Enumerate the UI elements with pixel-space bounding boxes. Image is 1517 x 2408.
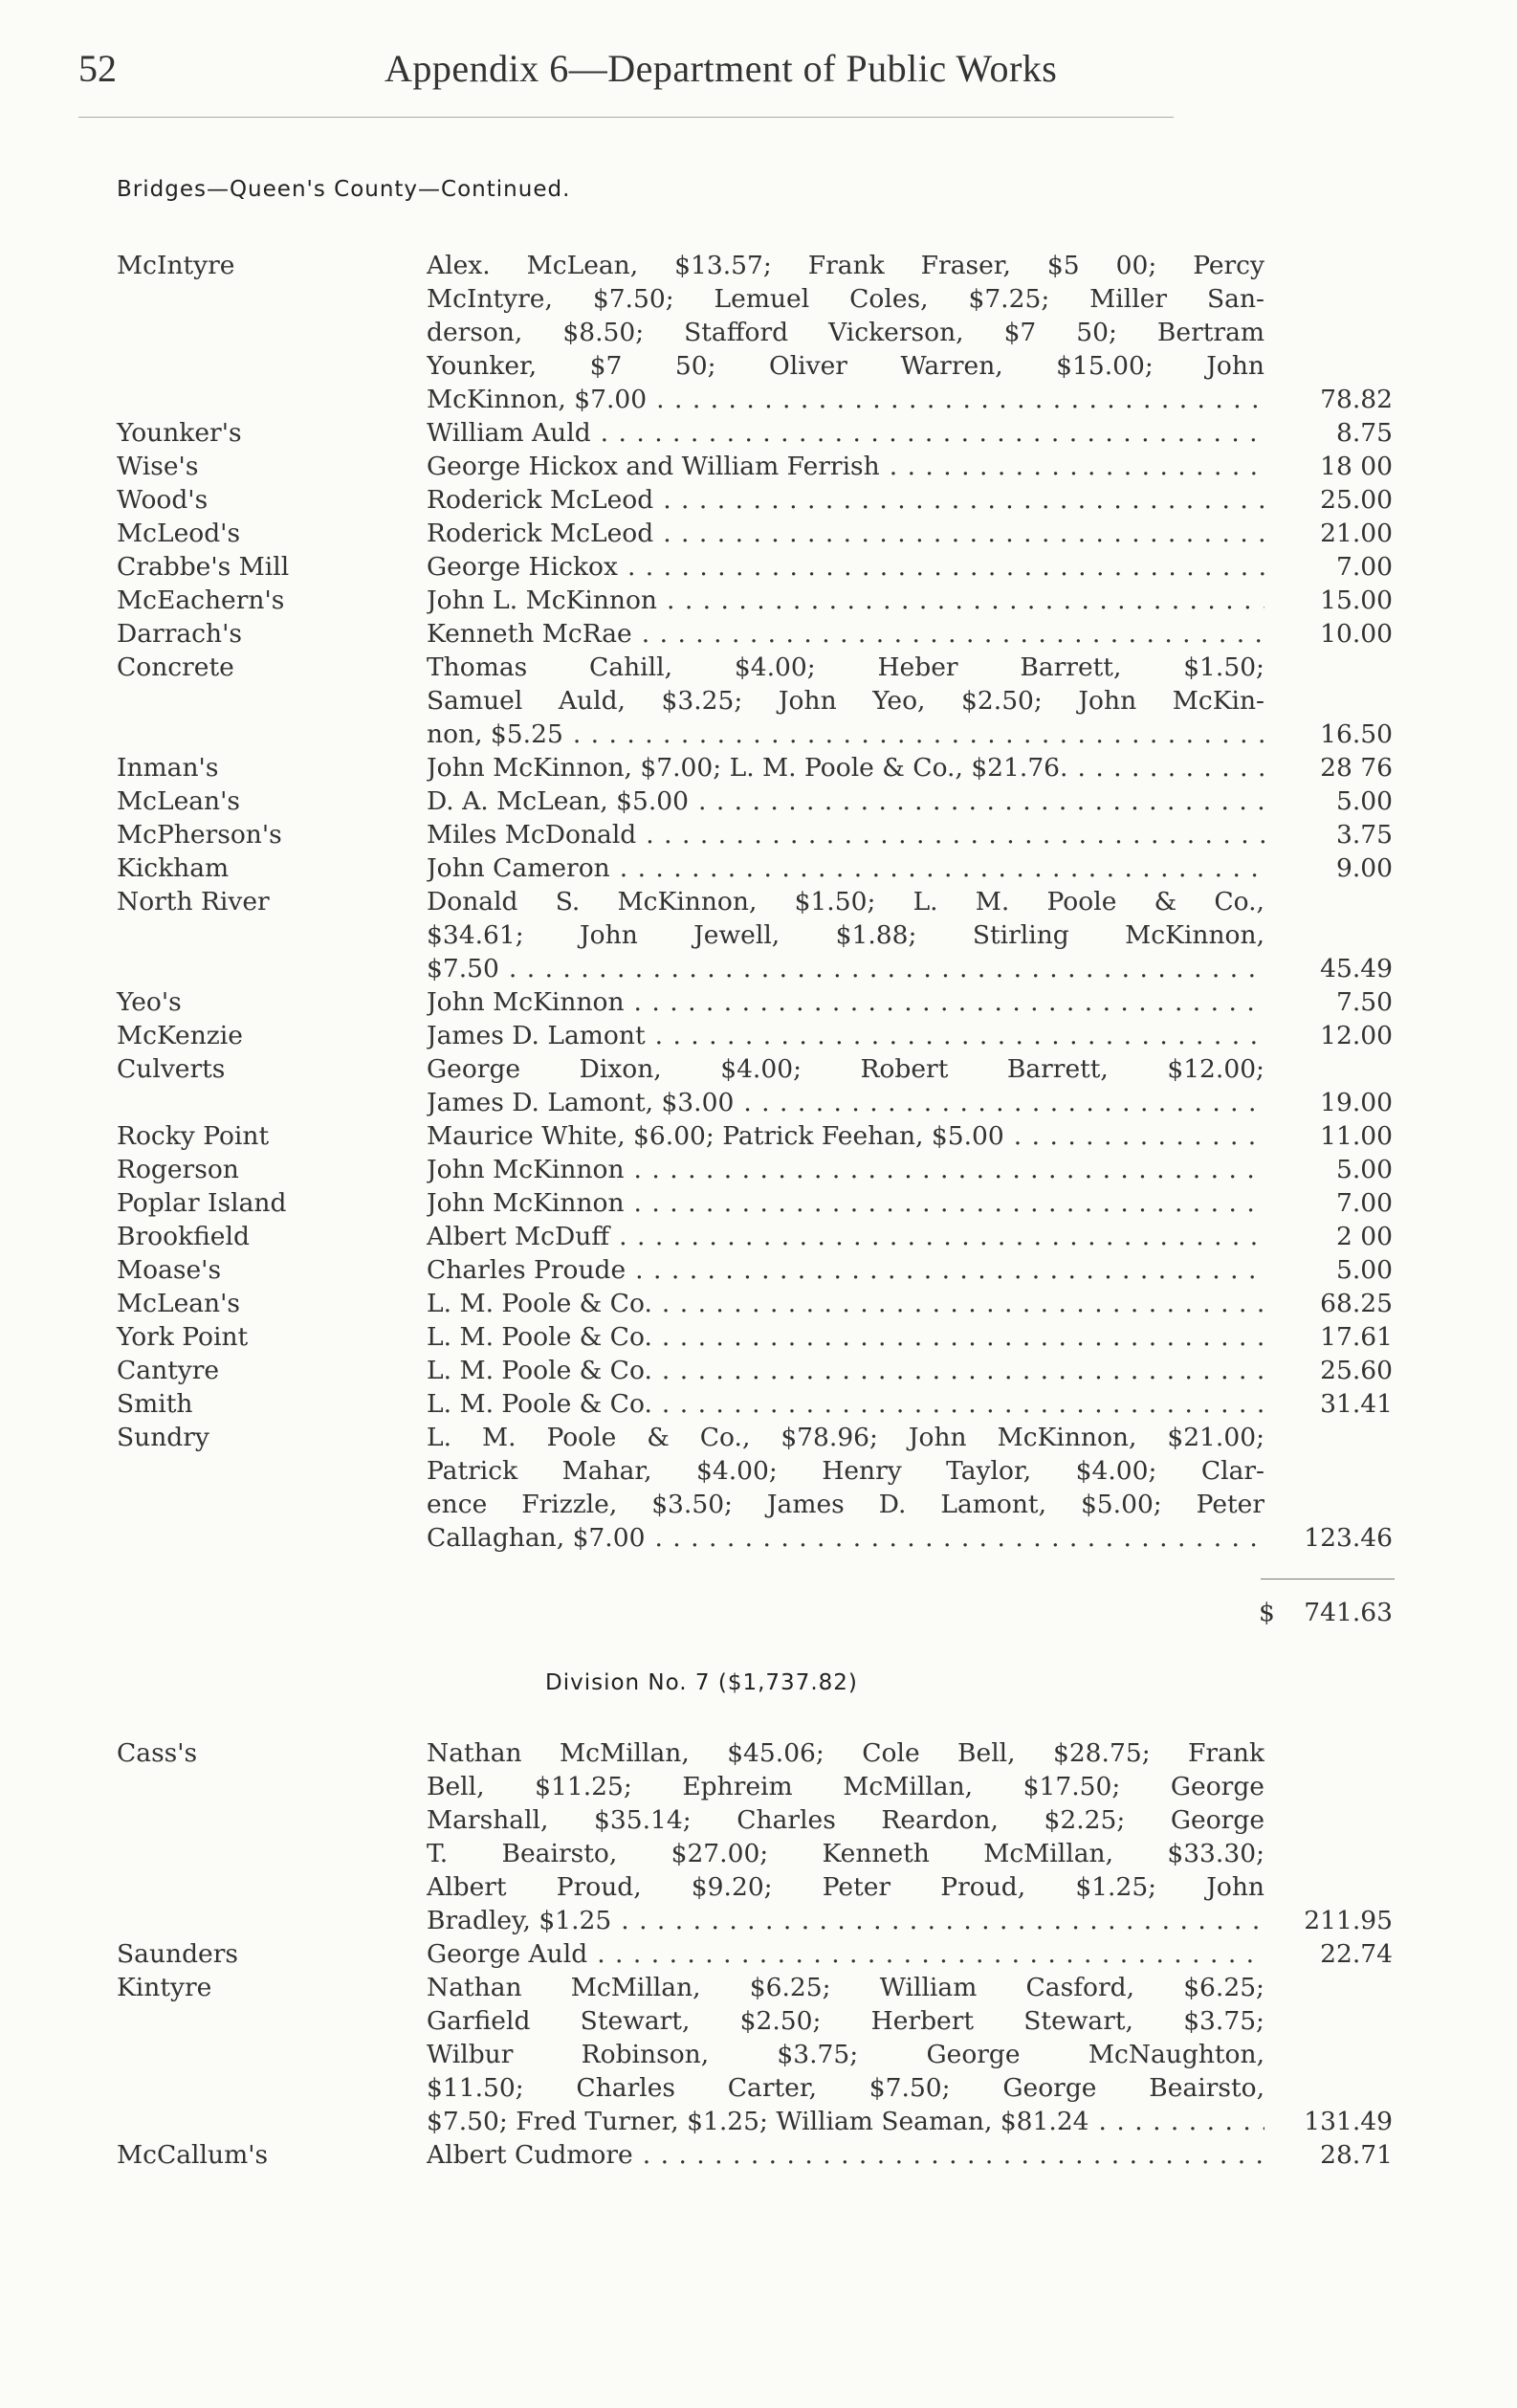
payee-line: George Dixon, $4.00; Robert Barrett, $12.00;	[427, 1054, 1264, 1084]
payee-line-with-leader	[427, 1320, 1264, 1354]
total-currency: $	[1259, 1598, 1275, 1627]
amount-value: 78.82	[1320, 385, 1393, 414]
dot-leader	[663, 485, 1264, 515]
bridge-name: Rogerson	[117, 1155, 239, 1184]
payee-line: John McKinnon	[427, 987, 625, 1017]
payee-line-with-leader	[427, 1387, 1264, 1421]
total-rule	[1261, 1579, 1395, 1580]
bridge-name: Sundry	[117, 1423, 209, 1452]
payee-line: Albert Cudmore	[427, 2140, 633, 2170]
payee-line-with-leader	[427, 1186, 1264, 1220]
bridge-name: McLean's	[117, 1289, 241, 1318]
payee-text	[427, 1736, 1264, 1937]
payee-text	[427, 584, 1264, 617]
bridge-name: McLean's	[117, 786, 241, 816]
payee-text	[427, 1119, 1264, 1153]
payee-text	[427, 249, 1264, 416]
amount-value: 11.00	[1320, 1121, 1393, 1151]
payee-text	[427, 550, 1264, 584]
payee-line-with-leader	[427, 1287, 1264, 1320]
payee-line: $7.50; Fred Turner, $1.25; William Seaman, $81.24	[427, 2107, 1089, 2136]
amount-value: 16.50	[1320, 719, 1393, 749]
payee-line: derson, $8.50; Stafford Vickerson, $7 50; Bertram	[427, 318, 1264, 347]
bridge-name: McPherson's	[117, 820, 282, 850]
bridge-name: Culverts	[117, 1054, 226, 1084]
payee-text	[427, 1937, 1264, 1971]
payee-line: Alex. McLean, $13.57; Frank Fraser, $5 00; Percy	[427, 251, 1264, 280]
bridge-name: McCallum's	[117, 2140, 269, 2170]
payee-line: Bradley, $1.25	[427, 1906, 612, 1935]
payee-line: $11.50; Charles Carter, $7.50; George Beairsto,	[427, 2073, 1264, 2103]
amount-value: 28 76	[1320, 753, 1393, 783]
payee-line: James D. Lamont	[427, 1021, 646, 1050]
payee-line: Albert McDuff	[427, 1222, 610, 1251]
amount-value: 7.00	[1335, 552, 1393, 582]
payee-line: Kenneth McRae	[427, 619, 632, 649]
bridge-name: McEachern's	[117, 585, 285, 615]
dot-leader	[634, 987, 1264, 1017]
dot-leader	[642, 619, 1264, 649]
payee-line: Donald S. McKinnon, $1.50; L. M. Poole & Co.,	[427, 887, 1264, 917]
amount-value: 28.71	[1320, 2140, 1393, 2170]
dot-leader	[509, 954, 1264, 983]
bridge-name: Concrete	[117, 652, 234, 682]
payee-text	[427, 1186, 1264, 1220]
payee-line: McKinnon, $7.00	[427, 385, 648, 414]
dot-leader	[654, 1523, 1264, 1553]
dot-leader	[646, 820, 1264, 850]
payee-line-with-leader	[427, 1521, 1264, 1555]
dot-leader	[597, 1939, 1264, 1969]
payee-line: non, $5.25	[427, 719, 563, 749]
payee-line: James D. Lamont, $3.00	[427, 1088, 735, 1117]
dot-leader	[698, 786, 1264, 816]
section-heading: Bridges—Queen's County—Continued.	[117, 177, 571, 202]
payee-text	[427, 1971, 1264, 2138]
payee-text	[427, 851, 1264, 885]
payee-text	[427, 1387, 1264, 1421]
payee-text	[427, 1019, 1264, 1052]
payee-line: Wilbur Robinson, $3.75; George McNaughton,	[427, 2040, 1264, 2069]
dot-leader	[655, 1021, 1264, 1050]
dot-leader	[573, 719, 1264, 749]
amount-value: 17.61	[1320, 1322, 1393, 1352]
payee-text	[427, 1320, 1264, 1354]
bridge-name: Cass's	[117, 1738, 198, 1768]
payee-line: T. Beairsto, $27.00; Kenneth McMillan, $33.30;	[427, 1839, 1264, 1868]
payee-line-with-leader	[427, 985, 1264, 1019]
payee-text	[427, 751, 1264, 784]
payee-text	[427, 483, 1264, 517]
page-number: 52	[78, 47, 117, 90]
payee-line: Callaghan, $7.00	[427, 1523, 646, 1553]
amount-value: 5.00	[1335, 1155, 1393, 1184]
payee-line-with-leader	[427, 617, 1264, 651]
payee-line-with-leader	[427, 952, 1264, 985]
payee-line-with-leader	[427, 1153, 1264, 1186]
payee-line-with-leader	[427, 718, 1264, 751]
payee-line: Nathan McMillan, $6.25; William Casford, $6.25;	[427, 1973, 1264, 2002]
payee-line: John L. McKinnon	[427, 585, 657, 615]
amount-value: 18 00	[1320, 452, 1393, 481]
payee-line: Charles Proude	[427, 1255, 627, 1285]
dot-leader	[662, 1356, 1264, 1385]
payee-line-with-leader	[427, 483, 1264, 517]
payee-line: L. M. Poole & Co.	[427, 1289, 652, 1318]
payee-line: George Hickox	[427, 552, 618, 582]
bridge-name: Saunders	[117, 1939, 239, 1969]
payee-line: L. M. Poole & Co.	[427, 1389, 652, 1419]
bridge-name: Wood's	[117, 485, 209, 515]
payee-line-with-leader	[427, 2138, 1264, 2172]
payee-text	[427, 1354, 1264, 1387]
amount-value: 22.74	[1320, 1939, 1393, 1969]
bridge-name: Inman's	[117, 753, 219, 783]
dot-leader	[890, 452, 1264, 481]
bridge-name: North River	[117, 887, 270, 917]
dot-leader	[667, 585, 1264, 615]
payee-line-with-leader	[427, 1904, 1264, 1937]
bridge-name: Cantyre	[117, 1356, 220, 1385]
bridge-name: McKenzie	[117, 1021, 243, 1050]
payee-line: John McKinnon	[427, 1155, 625, 1184]
dot-leader	[634, 1155, 1264, 1184]
payee-line-with-leader	[427, 2105, 1264, 2138]
payee-line: L. M. Poole & Co.	[427, 1356, 652, 1385]
amount-value: 5.00	[1335, 1255, 1393, 1285]
dot-leader	[663, 519, 1264, 548]
payee-text	[427, 885, 1264, 985]
payee-line-with-leader	[427, 1119, 1264, 1153]
amount-value: 131.49	[1304, 2107, 1393, 2136]
payee-line: John McKinnon, $7.00; L. M. Poole & Co., $21.76.	[427, 753, 1068, 783]
amount-value: 8.75	[1335, 418, 1393, 448]
bridge-name: Yeo's	[117, 987, 182, 1017]
amount-value: 7.50	[1335, 987, 1393, 1017]
amount-value: 15.00	[1320, 585, 1393, 615]
bridge-name: Brookfield	[117, 1222, 250, 1251]
dot-leader	[743, 1088, 1264, 1117]
payee-line-with-leader	[427, 784, 1264, 818]
amount-value: 3.75	[1335, 820, 1393, 850]
dot-leader	[656, 385, 1264, 414]
payee-line: George Hickox and William Ferrish	[427, 452, 880, 481]
payee-text	[427, 617, 1264, 651]
page-header	[78, 46, 1188, 103]
dot-leader	[662, 1322, 1264, 1352]
total-value: 741.63	[1304, 1598, 1393, 1627]
payee-line: Albert Proud, $9.20; Peter Proud, $1.25; John	[427, 1872, 1264, 1902]
payee-line: Thomas Cahill, $4.00; Heber Barrett, $1.50;	[427, 652, 1264, 682]
payee-text	[427, 1052, 1264, 1119]
payee-text	[427, 2138, 1264, 2172]
running-title: Appendix 6—Department of Public Works	[385, 47, 1058, 90]
amount-value: 12.00	[1320, 1021, 1393, 1050]
payee-line-with-leader	[427, 383, 1264, 416]
bridge-name: Smith	[117, 1389, 193, 1419]
payee-text	[427, 1220, 1264, 1253]
dot-leader	[662, 1389, 1264, 1419]
payee-line: George Auld	[427, 1939, 588, 1969]
payee-text	[427, 450, 1264, 483]
payee-line-with-leader	[427, 1253, 1264, 1287]
amount-value: 5.00	[1335, 786, 1393, 816]
payee-line-with-leader	[427, 818, 1264, 851]
dot-leader	[635, 1255, 1264, 1285]
payee-line-with-leader	[427, 584, 1264, 617]
payee-line: McIntyre, $7.50; Lemuel Coles, $7.25; Miller San-	[427, 284, 1264, 314]
amount-value: 68.25	[1320, 1289, 1393, 1318]
payee-line-with-leader	[427, 1086, 1264, 1119]
payee-line: Garfield Stewart, $2.50; Herbert Stewart, $3.75;	[427, 2006, 1264, 2036]
amount-value: 19.00	[1320, 1088, 1393, 1117]
payee-line: Samuel Auld, $3.25; John Yeo, $2.50; John McKin-	[427, 686, 1264, 716]
payee-line: L. M. Poole & Co.	[427, 1322, 652, 1352]
bridge-name: Kickham	[117, 853, 230, 883]
bridge-name: Wise's	[117, 452, 199, 481]
dot-leader	[1014, 1121, 1264, 1151]
payee-line: Bell, $11.25; Ephreim McMillan, $17.50; George	[427, 1772, 1264, 1801]
dot-leader	[601, 418, 1264, 448]
amount-value: 45.49	[1320, 954, 1393, 983]
dot-leader	[662, 1289, 1264, 1318]
bridge-name: Rocky Point	[117, 1121, 270, 1151]
header-divider	[78, 117, 1174, 118]
bridge-name: McLeod's	[117, 519, 241, 548]
bridge-name: York Point	[117, 1322, 249, 1352]
bridge-name: Poplar Island	[117, 1188, 287, 1218]
payee-line: L. M. Poole & Co., $78.96; John McKinnon, $21.00;	[427, 1423, 1264, 1452]
payee-text	[427, 985, 1264, 1019]
payee-line-with-leader	[427, 1937, 1264, 1971]
dot-leader	[627, 552, 1264, 582]
bridge-name: Crabbe's Mill	[117, 552, 290, 582]
bridge-name: Moase's	[117, 1255, 222, 1285]
payee-line: Maurice White, $6.00; Patrick Feehan, $5.00	[427, 1121, 1004, 1151]
payee-line: ence Frizzle, $3.50; James D. Lamont, $5.00; Peter	[427, 1490, 1264, 1519]
bridge-name: Younker's	[117, 418, 242, 448]
payee-line-with-leader	[427, 1354, 1264, 1387]
dot-leader	[1077, 753, 1264, 783]
dot-leader	[621, 1906, 1264, 1935]
amount-value: 10.00	[1320, 619, 1393, 649]
dot-leader	[620, 853, 1264, 883]
amount-value: 25.60	[1320, 1356, 1393, 1385]
payee-line: D. A. McLean, $5.00	[427, 786, 689, 816]
payee-line-with-leader	[427, 416, 1264, 450]
amount-value: 31.41	[1320, 1389, 1393, 1419]
bridge-name: Darrach's	[117, 619, 242, 649]
payee-line: $34.61; John Jewell, $1.88; Stirling McKinnon,	[427, 920, 1264, 950]
payee-line-with-leader	[427, 1019, 1264, 1052]
payee-line: Marshall, $35.14; Charles Reardon, $2.25; George	[427, 1805, 1264, 1835]
payee-text	[427, 784, 1264, 818]
division-heading: Division No. 7 ($1,737.82)	[545, 1670, 858, 1695]
payee-line-with-leader	[427, 517, 1264, 550]
dot-leader	[619, 1222, 1264, 1251]
amount-value: 123.46	[1304, 1523, 1393, 1553]
payee-line-with-leader	[427, 450, 1264, 483]
payee-text	[427, 1253, 1264, 1287]
payee-text	[427, 416, 1264, 450]
payee-line: William Auld	[427, 418, 591, 448]
payee-text	[427, 1287, 1264, 1320]
payee-line-with-leader	[427, 851, 1264, 885]
payee-line: Younker, $7 50; Oliver Warren, $15.00; John	[427, 351, 1264, 381]
payee-line-with-leader	[427, 1220, 1264, 1253]
payee-line: Miles McDonald	[427, 820, 637, 850]
payee-line: Roderick McLeod	[427, 519, 654, 548]
payee-line: Patrick Mahar, $4.00; Henry Taylor, $4.00; Clar-	[427, 1456, 1264, 1486]
payee-line: Nathan McMillan, $45.06; Cole Bell, $28.75; Frank	[427, 1738, 1264, 1768]
dot-leader	[634, 1188, 1264, 1218]
payee-line: Roderick McLeod	[427, 485, 654, 515]
bridge-name: Kintyre	[117, 1973, 212, 2002]
payee-line-with-leader	[427, 550, 1264, 584]
payee-text	[427, 517, 1264, 550]
amount-value: 21.00	[1320, 519, 1393, 548]
amount-value: 211.95	[1304, 1906, 1393, 1935]
bridge-name: McIntyre	[117, 251, 235, 280]
amount-value: 7.00	[1335, 1188, 1393, 1218]
payee-line: John Cameron	[427, 853, 610, 883]
payee-text	[427, 1153, 1264, 1186]
amount-value: 2 00	[1335, 1222, 1393, 1251]
payee-line-with-leader	[427, 751, 1264, 784]
amount-value: 25.00	[1320, 485, 1393, 515]
payee-text	[427, 1421, 1264, 1555]
payee-line: John McKinnon	[427, 1188, 625, 1218]
dot-leader	[1099, 2107, 1264, 2136]
payee-text	[427, 818, 1264, 851]
payee-text	[427, 651, 1264, 751]
amount-value: 9.00	[1335, 853, 1393, 883]
dot-leader	[643, 2140, 1264, 2170]
payee-line: $7.50	[427, 954, 499, 983]
